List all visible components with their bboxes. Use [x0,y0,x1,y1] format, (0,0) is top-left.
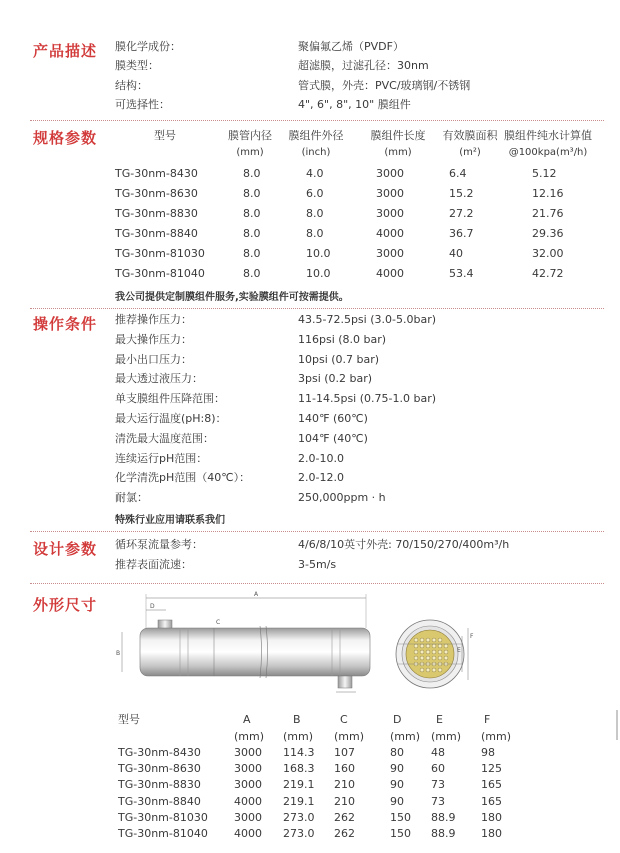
dim-table-cell: 210 [334,794,355,808]
membrane-module-drawing [100,588,480,706]
dim-table-cell: 73 [431,794,445,808]
spec-table-cell: TG-30nm-81040 [115,267,205,280]
operation-label: 连续运行pH范围： [115,452,208,465]
dim-header-cell: E [436,713,443,726]
dim-label-d: D [150,603,155,610]
operation-label: 推荐操作压力： [115,313,192,326]
dim-table-cell: 90 [390,762,404,776]
dim-label-f: F [470,633,474,640]
dim-table-cell: 150 [390,810,411,824]
dim-table-cell: 262 [334,827,355,840]
dim-table-cell: TG-30nm-8430 [118,746,201,759]
dim-unit-cell: (mm) [431,730,462,743]
operation-value: 11-14.5psi (0.75-1.0 bar) [298,392,437,405]
dim-table-cell: TG-30nm-8830 [118,778,201,792]
dim-table-cell: 273.0 [283,827,315,840]
operation-value: 2.0-10.0 [298,452,344,465]
dim-table-cell: 210 [334,778,355,792]
spec-table-cell: 8.0 [243,167,261,180]
spec-table-cell: 8.0 [243,227,261,240]
operation-value: 104℉ (40℃) [298,432,368,445]
operation-label: 清洗最大温度范围： [115,432,214,445]
dim-table-cell: 125 [481,762,502,776]
spec-unit-cell: (mm) [236,147,264,158]
row-label: 推荐表面流速： [115,558,192,571]
dim-table-cell: 60 [431,762,445,776]
dim-table-cell: 48 [431,746,445,759]
row-value: 超滤膜，过滤孔径：30nm [298,59,429,72]
dim-table-cell: 219.1 [283,778,315,792]
row-label: 膜化学成份： [115,40,181,53]
spec-table-cell: 40 [449,247,463,260]
section-divider [30,120,604,121]
scrollbar-thumb[interactable] [616,710,618,740]
spec-header-cell: 膜组件长度 [370,129,426,142]
dim-table-cell: 4000 [234,827,262,840]
operation-value: 140℉ (60℃) [298,412,368,425]
section-divider [30,583,604,584]
tube-hole [432,638,436,642]
spec-table-cell: 10.0 [306,267,331,280]
spec-header-cell: 膜管内径 [228,129,272,142]
spec-table-cell: 10.0 [306,247,331,260]
dim-table-cell: 90 [390,778,404,792]
spec-header-cell: 型号 [154,129,176,142]
spec-note: 我公司提供定制膜组件服务,实验膜组件可按需提供。 [115,292,349,303]
row-label: 膜类型： [115,59,159,72]
dim-table-cell: 4000 [234,794,262,808]
tube-hole [426,656,430,660]
spec-table-cell: 8.0 [243,247,261,260]
spec-table-cell: 42.72 [532,267,564,280]
dim-table-cell: 107 [334,746,355,759]
row-value: 聚偏氟乙烯（PVDF） [298,40,404,53]
tube-hole [420,638,424,642]
tube-hole [414,644,418,648]
spec-table-cell: 29.36 [532,227,564,240]
dim-table-cell: 180 [481,827,502,840]
section-title-dimensions: 外形尺寸 [33,596,98,614]
dim-table-cell: 73 [431,778,445,792]
spec-table-cell: 3000 [376,187,404,200]
section-divider [30,308,604,309]
spec-unit-cell: (m²) [459,147,481,158]
dim-unit-cell: (mm) [390,730,421,743]
dim-table-cell: 90 [390,794,404,808]
dim-label-a: A [254,591,259,598]
dim-table-cell: TG-30nm-81030 [118,810,208,824]
spec-table-cell: 32.00 [532,247,564,260]
row-label: 循环泵流量参考： [115,538,203,551]
tube-hole [420,650,424,654]
dim-label-c: C [216,619,221,626]
spec-table-cell: 3000 [376,247,404,260]
dim-header-cell: F [484,713,491,726]
spec-table-cell: 8.0 [306,207,324,220]
spec-table-cell: 3000 [376,167,404,180]
dim-table-cell: 273.0 [283,810,315,824]
row-label: 结构： [115,79,148,92]
dim-table-cell: 3000 [234,746,262,759]
tube-hole [432,656,436,660]
section-divider [30,531,604,532]
dim-table-cell: 3000 [234,778,262,792]
tube-hole [432,668,436,672]
spec-table-cell: 12.16 [532,187,564,200]
section-title-operation: 操作条件 [33,315,98,333]
spec-table-cell: 8.0 [306,227,324,240]
dim-table-cell: 160 [334,762,355,776]
dim-table-cell: 80 [390,746,404,759]
dim-table-cell: TG-30nm-81040 [118,827,208,840]
spec-table-cell: 8.0 [243,267,261,280]
spec-unit-cell: @100kpa(m³/h) [508,147,588,158]
tube-hole [432,644,436,648]
tube-hole [426,668,430,672]
spec-table-cell: 27.2 [449,207,474,220]
dim-table-cell: 88.9 [431,827,456,840]
spec-table-cell: TG-30nm-8830 [115,207,198,220]
dim-table-cell: 180 [481,810,502,824]
tube-hole [420,656,424,660]
spec-table-cell: 8.0 [243,207,261,220]
spec-table-cell: TG-30nm-81030 [115,247,205,260]
dim-label-e: E [457,647,461,654]
dim-table-cell: 165 [481,794,502,808]
dim-table-cell: 3000 [234,762,262,776]
tube-hole [444,650,448,654]
dim-header-cell: 型号 [118,713,140,726]
dim-table-cell: 98 [481,746,495,759]
tube-hole [414,656,418,660]
spec-table-cell: 6.0 [306,187,324,200]
tube-hole [414,638,418,642]
spec-table-cell: 5.12 [532,167,557,180]
spec-table-cell: 36.7 [449,227,474,240]
spec-table-cell: 53.4 [449,267,474,280]
dim-unit-cell: (mm) [234,730,265,743]
dim-table-cell: TG-30nm-8630 [118,762,201,776]
dim-label-b: B [116,650,121,657]
dim-header-cell: B [293,713,301,726]
operation-label: 最大运行温度(pH:8)： [115,412,227,425]
spec-unit-cell: (mm) [384,147,412,158]
spec-table-cell: 4000 [376,227,404,240]
dim-table-cell: 150 [390,827,411,840]
section-title-product: 产品描述 [33,42,98,60]
dim-table-cell: 219.1 [283,794,315,808]
dim-unit-cell: (mm) [283,730,314,743]
row-label: 可选择性： [115,98,170,111]
operation-label: 最大操作压力： [115,333,192,346]
dim-table-cell: 114.3 [283,746,315,759]
spec-unit-cell: (inch) [301,147,331,158]
tube-hole [420,644,424,648]
spec-table-cell: TG-30nm-8630 [115,187,198,200]
operation-label: 化学清洗pH范围（40℃）： [115,471,251,484]
row-value: 3-5m/s [298,558,337,571]
operation-value: 10psi (0.7 bar) [298,353,380,366]
tube-hole [426,644,430,648]
operation-label: 耐氯： [115,491,148,504]
spec-table-cell: 8.0 [243,187,261,200]
operation-label: 最小出口压力： [115,353,192,366]
dim-table-cell: 168.3 [283,762,315,776]
operation-label: 单支膜组件压降范围： [115,392,225,405]
row-value: 4", 6", 8", 10" 膜组件 [298,98,411,111]
dim-table-cell: 262 [334,810,355,824]
spec-table-cell: 4.0 [306,167,324,180]
spec-table-cell: 21.76 [532,207,564,220]
operation-label: 最大透过液压力： [115,372,203,385]
dim-table-cell: 165 [481,778,502,792]
dim-table-cell: 88.9 [431,810,456,824]
spec-table-cell: 4000 [376,267,404,280]
dim-header-cell: C [340,713,348,726]
tube-hole [438,650,442,654]
dim-table-cell: TG-30nm-8840 [118,794,201,808]
operation-note: 特殊行业应用请联系我们 [115,515,225,526]
spec-table-cell: 3000 [376,207,404,220]
tube-hole [438,638,442,642]
tube-hole [438,644,442,648]
tube-hole [438,668,442,672]
row-value: 管式膜，外壳：PVC/玻璃钢/不锈钢 [298,79,471,92]
dim-header-cell: D [393,713,402,726]
operation-value: 116psi (8.0 bar) [298,333,387,346]
tube-hole [426,638,430,642]
dim-header-cell: A [243,713,251,726]
tube-hole [426,650,430,654]
spec-header-cell: 有效膜面积 [442,129,498,142]
spec-header-cell: 膜组件纯水计算值 [504,129,592,142]
spec-table-cell: 15.2 [449,187,474,200]
dim-unit-cell: (mm) [481,730,512,743]
tube-hole [444,644,448,648]
dim-table-cell: 3000 [234,810,262,824]
operation-value: 3psi (0.2 bar) [298,372,373,385]
spec-table-cell: 6.4 [449,167,467,180]
spec-table-cell: TG-30nm-8840 [115,227,198,240]
spec-header-cell: 膜组件外径 [288,129,344,142]
dim-unit-cell: (mm) [334,730,365,743]
section-title-spec: 规格参数 [33,129,98,147]
tube-hole [432,650,436,654]
row-value: 4/6/8/10英寸外壳: 70/150/270/400m³/h [298,538,510,551]
operation-value: 2.0-12.0 [298,471,344,484]
tube-hole [414,650,418,654]
operation-value: 250,000ppm · h [298,491,386,504]
tube-hole [438,656,442,660]
spec-table-cell: TG-30nm-8430 [115,167,198,180]
operation-value: 43.5-72.5psi (3.0-5.0bar) [298,313,437,326]
section-title-design: 设计参数 [33,540,98,558]
tube-hole [420,668,424,672]
tube-hole [444,656,448,660]
